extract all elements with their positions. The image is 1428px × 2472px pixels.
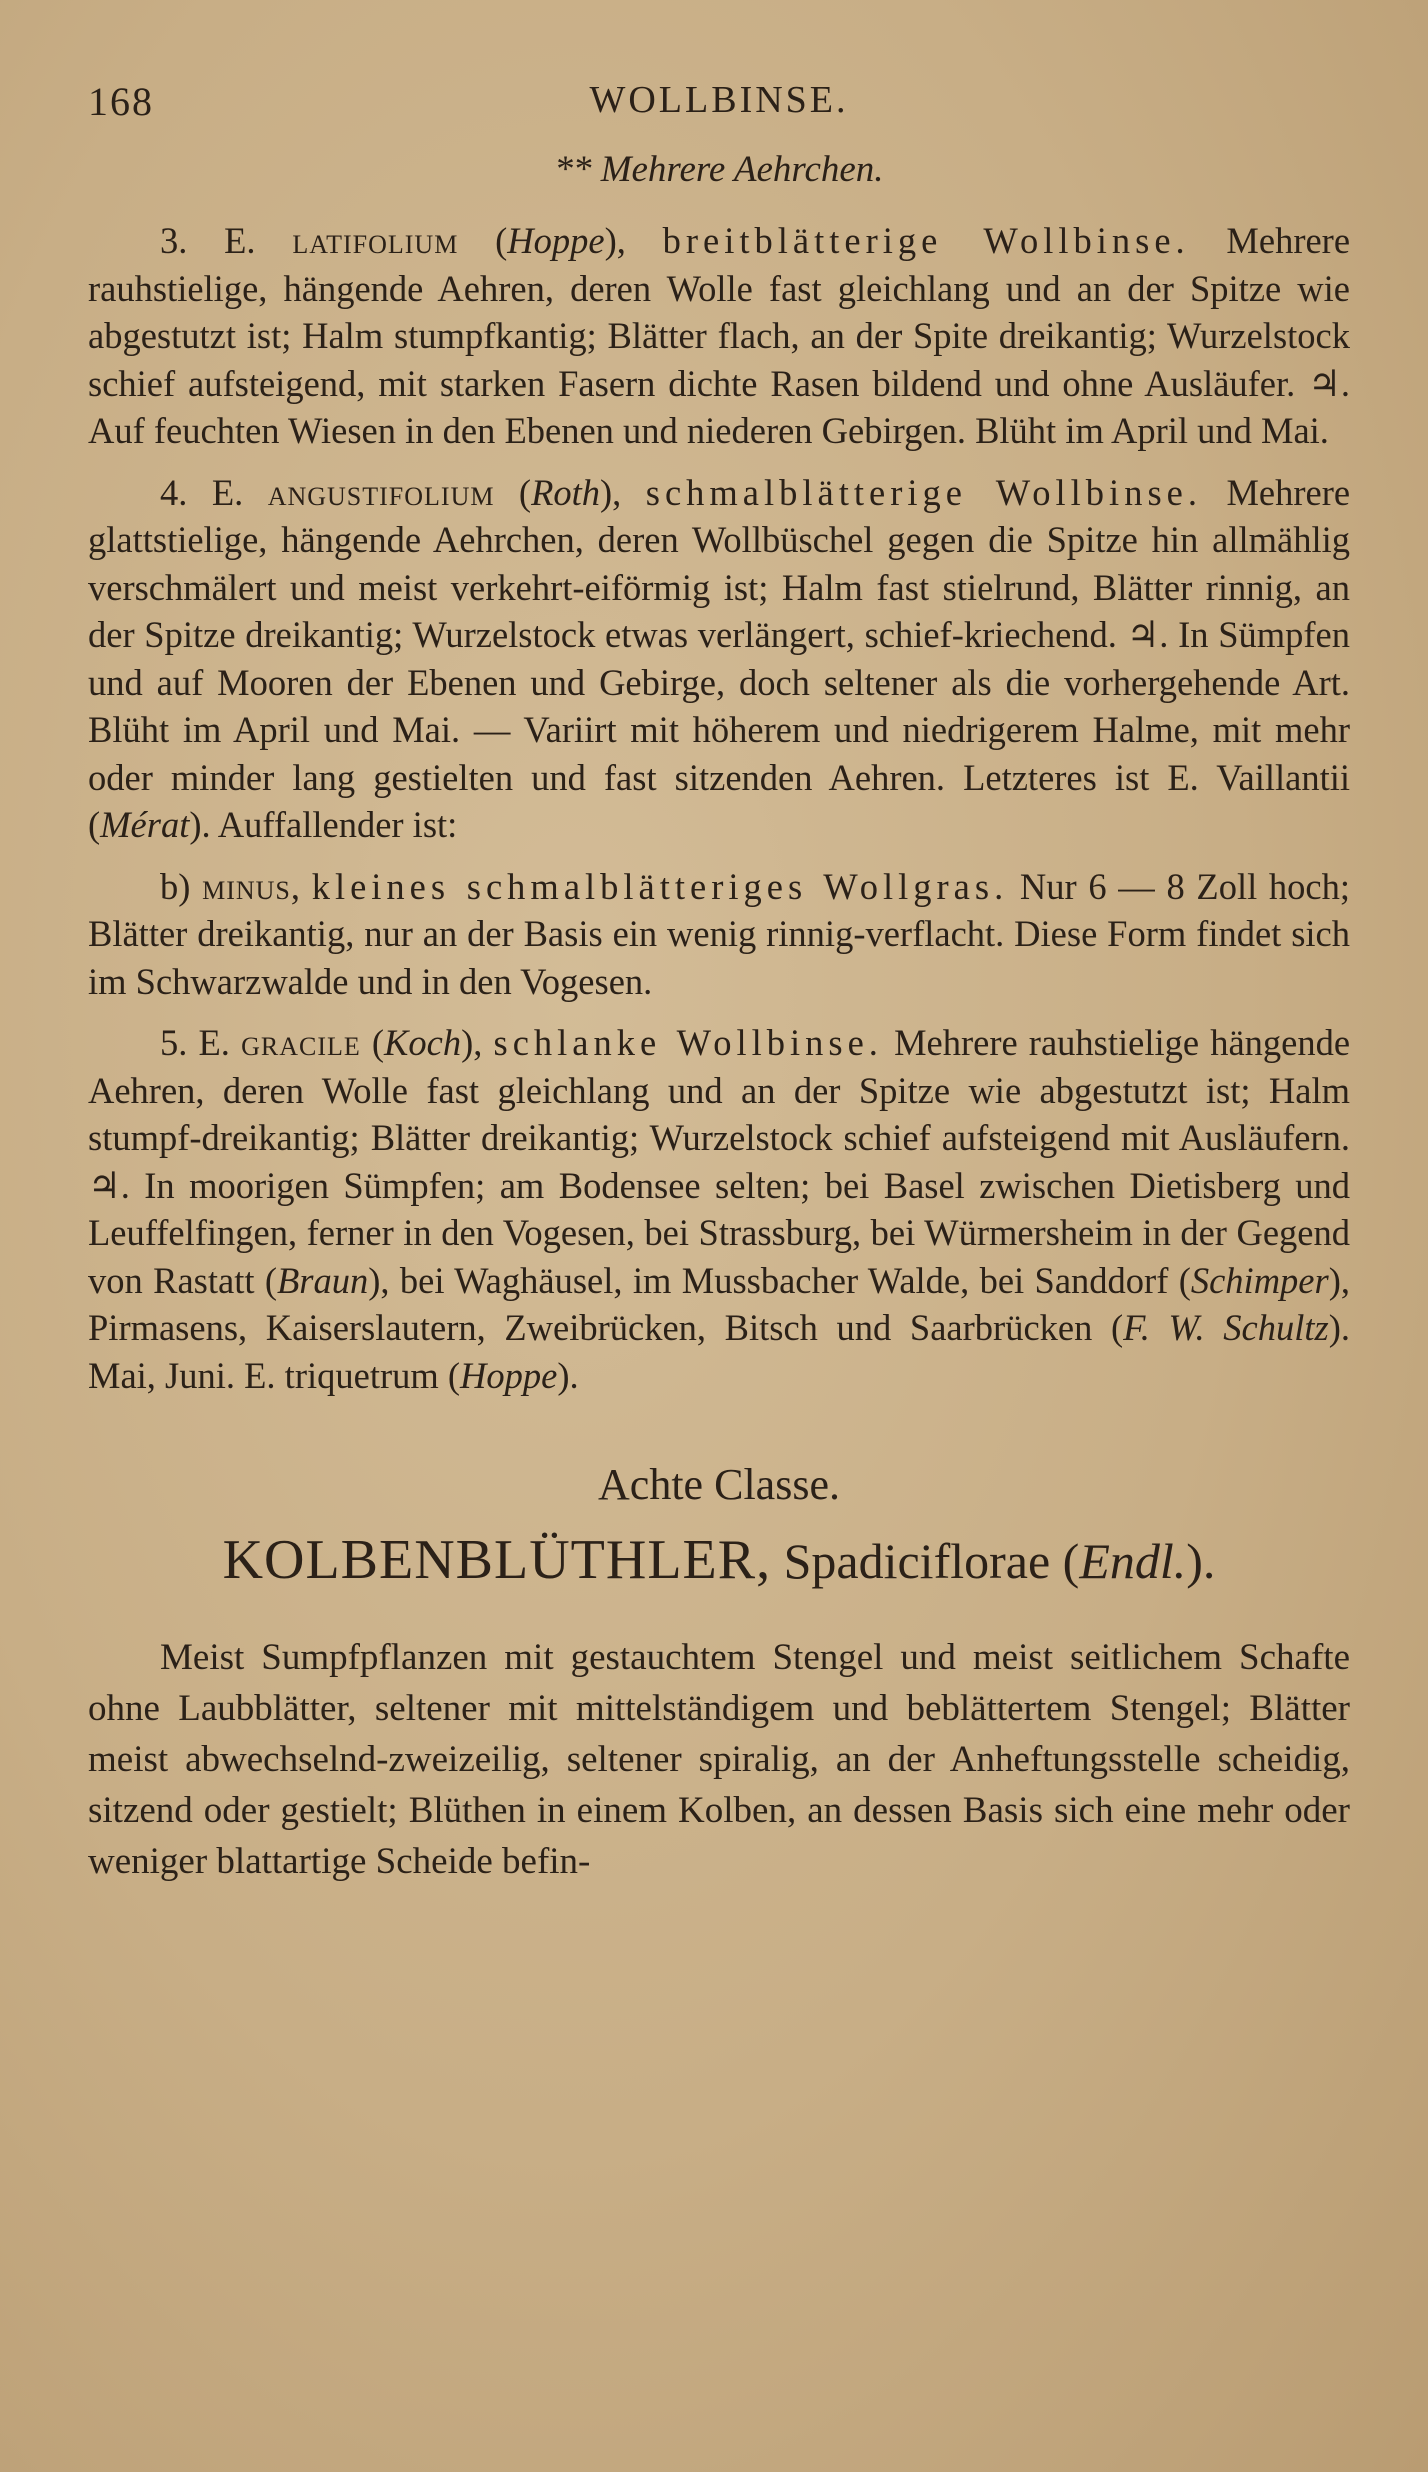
species-common-name: breitblätterige Wollbinse.: [662, 220, 1190, 261]
reference-author: F. W. Schultz: [1123, 1307, 1329, 1348]
species-description-part: ), Pirmasens, Kaiserslautern, Zweibrücken, Bitsch und Saarbrücken (: [88, 1259, 1350, 1348]
running-head: [88, 70, 1350, 130]
species-latin-name: angustifolium: [267, 471, 495, 513]
family-latin-name: Spadiciflorae: [783, 1533, 1051, 1589]
species-entry: 5. E. gracile (Koch), schlanke Wollbinse. Mehrere rauhstielige hängende Aehren, deren Wolle fast gleichlang und an der Spitze wie abgestutzt ist; Halm stumpf-dreikantig; Blätter dreikantig; Wurzelstock schief aufsteigend mit Ausläufern. ♃. In moorigen Sümpfen; am Bodensee selten; bei Basel zwischen Dietisberg und Leuffelfingen, ferner in den Vogesen, bei Strassburg, bei Würmersheim in der Gegend von Rastatt (Braun), bei Waghäusel, im Mussbacher Walde, bei Sanddorf (Schimper), Pirmasens, Kaiserslautern, Zweibrücken, Bitsch und Saarbrücken (F. W. Schultz). Mai, Juni. E. triquetrum (Hoppe).: [88, 1022, 1351, 1396]
family-name: KOLBENBLÜTHLER,: [222, 1529, 772, 1591]
section-subheading: ** Mehrere Aehrchen.: [554, 149, 884, 190]
species-description-end: ).: [557, 1354, 579, 1396]
species-author: Koch: [384, 1022, 462, 1063]
species-common-name: schmalblätterige Wollbinse.: [645, 471, 1202, 513]
page-number: 168: [88, 79, 154, 124]
variety-common-name: kleines schmalblätteriges Wollgras.: [311, 865, 1009, 907]
species-latin-name: latifolium: [292, 220, 459, 261]
reference-author: Schimper: [1190, 1259, 1329, 1301]
species-description-end: ). Auffallender ist:: [189, 804, 458, 845]
species-author: Hoppe: [507, 220, 605, 261]
species-description: Mehrere rauhstielige, hängende Aehren, deren Wolle fast gleichlang und an der Spitze wie abgestutzt ist; Halm stumpfkantig; Blätter flach, an der Spite dreikantig; Wurzelstock schief aufsteigend, mit starken Fasern dichte Rasen bildend und ohne Ausläufer. ♃. Auf feuchten Wiesen in den Ebenen und niederen Gebirgen. Blüht im April und Mai.: [88, 220, 1351, 451]
species-description-part: ). Mai, Juni. E. triquetrum (: [88, 1307, 1350, 1396]
species-entry: 3. E. latifolium (Hoppe), breitblätterige Wollbinse. Mehrere rauhstielige, hängende Aehren, deren Wolle fast gleichlang und an der Spitze wie abgestutzt ist; Halm stumpfkantig; Blätter flach, an der Spite dreikantig; Wurzelstock schief aufsteigend, mit starken Fasern dichte Rasen bildend und ohne Ausläufer. ♃. Auf feuchten Wiesen in den Ebenen und niederen Gebirgen. Blüht im April und Mai.: [88, 220, 1351, 451]
reference-author: Mérat: [100, 804, 190, 845]
reference-author: Hoppe: [460, 1354, 558, 1396]
variety-description: Nur 6 — 8 Zoll hoch; Blätter dreikantig, nur an der Basis ein wenig rinnig-verflacht. Diese Form findet sich im Schwarzwalde und in den Vogesen.: [88, 865, 1351, 1002]
entry-number: b): [160, 865, 191, 907]
entry-number: 4. E.: [160, 471, 244, 513]
species-author: Roth: [531, 471, 601, 513]
family-author: Endl.: [1079, 1533, 1187, 1589]
species-entry: 4. E. angustifolium (Roth), schmalblätterige Wollbinse. Mehrere glattstielige, hängende Aehrchen, deren Wollbüschel gegen die Spitze hin allmählig verschmälert und meist verkehrt-eiförmig ist; Halm fast stielrund, Blätter rinnig, an der Spitze dreikantig; Wurzelstock etwas verlängert, schief-kriechend. ♃. In Sümpfen und auf Mooren der Ebenen und Gebirge, doch seltener als die vorhergehende Art. Blüht im April und Mai. — Variirt mit höherem und niedrigerem Halme, mit mehr oder minder lang gestielten und fast sitzenden Aehren. Letzteres ist E. Vaillantii (Mérat). Auffallender ist:: [88, 471, 1351, 845]
family-heading: KOLBENBLÜTHLER, Spadiciflorae (Endl.).: [222, 1529, 1216, 1591]
class-heading: Achte Classe.: [598, 1460, 840, 1509]
species-description: Mehrere rauhstielige hängende Aehren, deren Wolle fast gleichlang und an der Spitze wie abgestutzt ist; Halm stumpf-dreikantig; Blätter dreikantig; Wurzelstock schief aufsteigend mit Ausläufern. ♃. In moorigen Sümpfen; am Bodensee selten; bei Basel zwischen Dietisberg und Leuffelfingen, ferner in den Vogesen, bei Strassburg, bei Würmersheim in der Gegend von Rastatt (: [88, 1022, 1351, 1301]
species-common-name: schlanke Wollbinse.: [493, 1022, 883, 1063]
entry-number: 5. E.: [160, 1022, 230, 1063]
family-description: Meist Sumpfpflanzen mit gestauchtem Stengel und meist seitlichem Schafte ohne Laubblätter, seltener mit mittelständigem und beblättertem Stengel; Blätter meist abwechselnd-zweizeilig, seltener spiralig, an der Anheftungsstelle scheidig, sitzend oder gestielt; Blüthen in einem Kolben, an dessen Basis sich eine mehr oder weniger blattartige Scheide befin-: [88, 1637, 1350, 1882]
book-page: [88, 70, 1350, 1887]
variety-latin-name: minus: [202, 865, 291, 907]
species-latin-name: gracile: [241, 1022, 361, 1063]
species-description-part: ), bei Waghäusel, im Mussbacher Walde, bei Sanddorf (: [368, 1259, 1191, 1301]
variety-entry: b) minus, kleines schmalblätteriges Wollgras. Nur 6 — 8 Zoll hoch; Blätter dreikantig, nur an der Basis ein wenig rinnig-verflacht. Diese Form findet sich im Schwarzwalde und in den Vogesen.: [88, 865, 1351, 1002]
species-description: Mehrere glattstielige, hängende Aehrchen, deren Wollbüschel gegen die Spitze hin allmählig verschmälert und meist verkehrt-eiförmig ist; Halm fast stielrund, Blätter rinnig, an der Spitze dreikantig; Wurzelstock etwas verlängert, schief-kriechend. ♃. In Sümpfen und auf Mooren der Ebenen und Gebirge, doch seltener als die vorhergehende Art. Blüht im April und Mai. — Variirt mit höherem und niedrigerem Halme, mit mehr oder minder lang gestielten und fast sitzenden Aehren. Letzteres ist E. Vaillantii (: [88, 471, 1351, 845]
running-title: WOLLBINSE.: [589, 79, 849, 121]
entry-number: 3. E.: [160, 220, 256, 261]
reference-author: Braun: [276, 1259, 369, 1301]
